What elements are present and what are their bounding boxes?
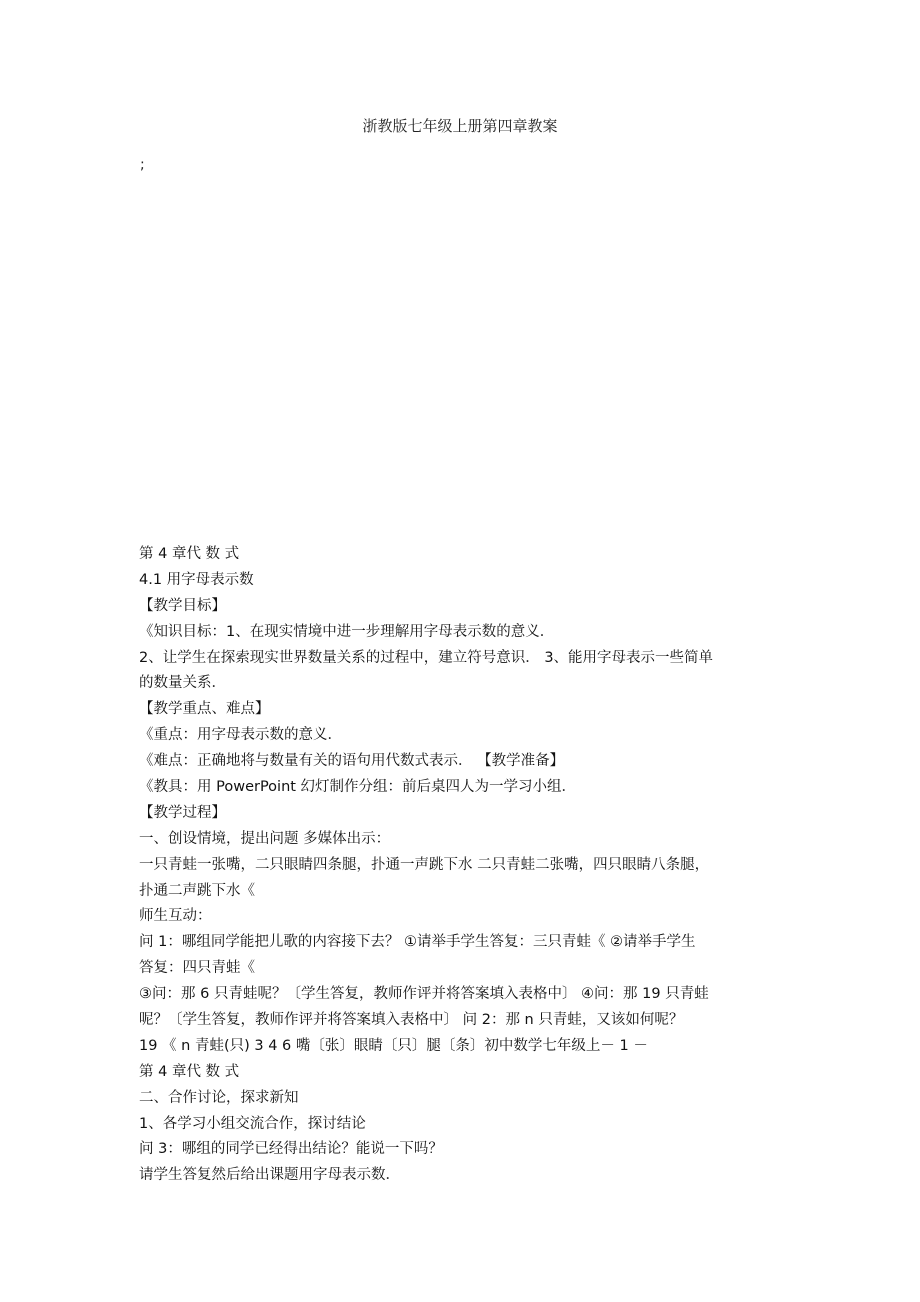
rhyme-line-1: 一只青蛙一张嘴，二只眼睛四条腿，扑通一声跳下水 二只青蛙二张嘴，四只眼睛八条腿， — [139, 856, 710, 873]
rhyme-line-2: 扑通二声跳下水《 — [139, 882, 255, 899]
conclusion-line: 请学生答复然后给出课题用字母表示数． — [139, 1167, 400, 1184]
section-heading: 4.1 用字母表示数 — [139, 571, 254, 588]
interaction-heading: 师生互动： — [139, 908, 212, 925]
teaching-aids-line: 《教具：用 PowerPoint 幻灯制作分组：前后桌四人为一学习小组． — [139, 779, 577, 796]
teaching-process-heading: 【教学过程】 — [139, 804, 226, 821]
chapter-heading: 第 4 章代 数 式 — [139, 546, 240, 562]
goal-line-2: 2、让学生在探索现实世界数量关系的过程中，建立符号意识． 3、能用字母表示一些简单 — [139, 649, 714, 666]
teaching-goals-heading: 【教学目标】 — [139, 597, 226, 614]
knowledge-goal-line: 《知识目标：1、在现实情境中进一步理解用字母表示数的意义． — [139, 623, 555, 640]
document-title: 浙教版七年级上册第四章教案 — [362, 117, 558, 135]
goal-line-3: 的数量关系． — [139, 675, 226, 692]
step-two-heading: 二、合作讨论，探求新知 — [139, 1089, 299, 1106]
difficulty-line: 《难点：正确地将与数量有关的语句用代数式表示． 【教学准备】 — [139, 753, 565, 770]
lesson-plan-body — [139, 542, 789, 1189]
question-2-line: 呢？〔学生答复，教师作评并将答案填入表格中〕 问 2：那 n 只青蛙，又该如何呢？ — [139, 1012, 684, 1029]
stray-mark: ; — [140, 157, 145, 173]
group-discussion-line: 1、各学习小组交流合作，探讨结论 — [139, 1115, 366, 1132]
question-1-line: 问 1：哪组同学能把儿歌的内容接下去？ ①请举手学生答复：三只青蛙《 ②请举手学生 — [139, 934, 696, 951]
chapter-heading-repeat: 第 4 章代 数 式 — [139, 1063, 240, 1080]
key-points-heading: 【教学重点、难点】 — [139, 701, 270, 718]
key-point-line: 《重点：用字母表示数的意义． — [139, 727, 342, 744]
step-one-heading: 一、创设情境，提出问题 多媒体出示： — [139, 830, 391, 847]
question-3-line: 问 3：哪组的同学已经得出结论？能说一下吗？ — [139, 1141, 443, 1158]
question-3-4-line: ③问：那 6 只青蛙呢？〔学生答复，教师作评并将答案填入表格中〕 ④问：那 19 只青蛙 — [139, 986, 709, 1003]
table-footer-line: 19 《 n 青蛙(只) 3 4 6 嘴〔张〕眼睛〔只〕腿〔条〕初中数学七年级上－ 1 － — [139, 1037, 648, 1054]
question-1-continued: 答复：四只青蛙《 — [139, 960, 255, 977]
